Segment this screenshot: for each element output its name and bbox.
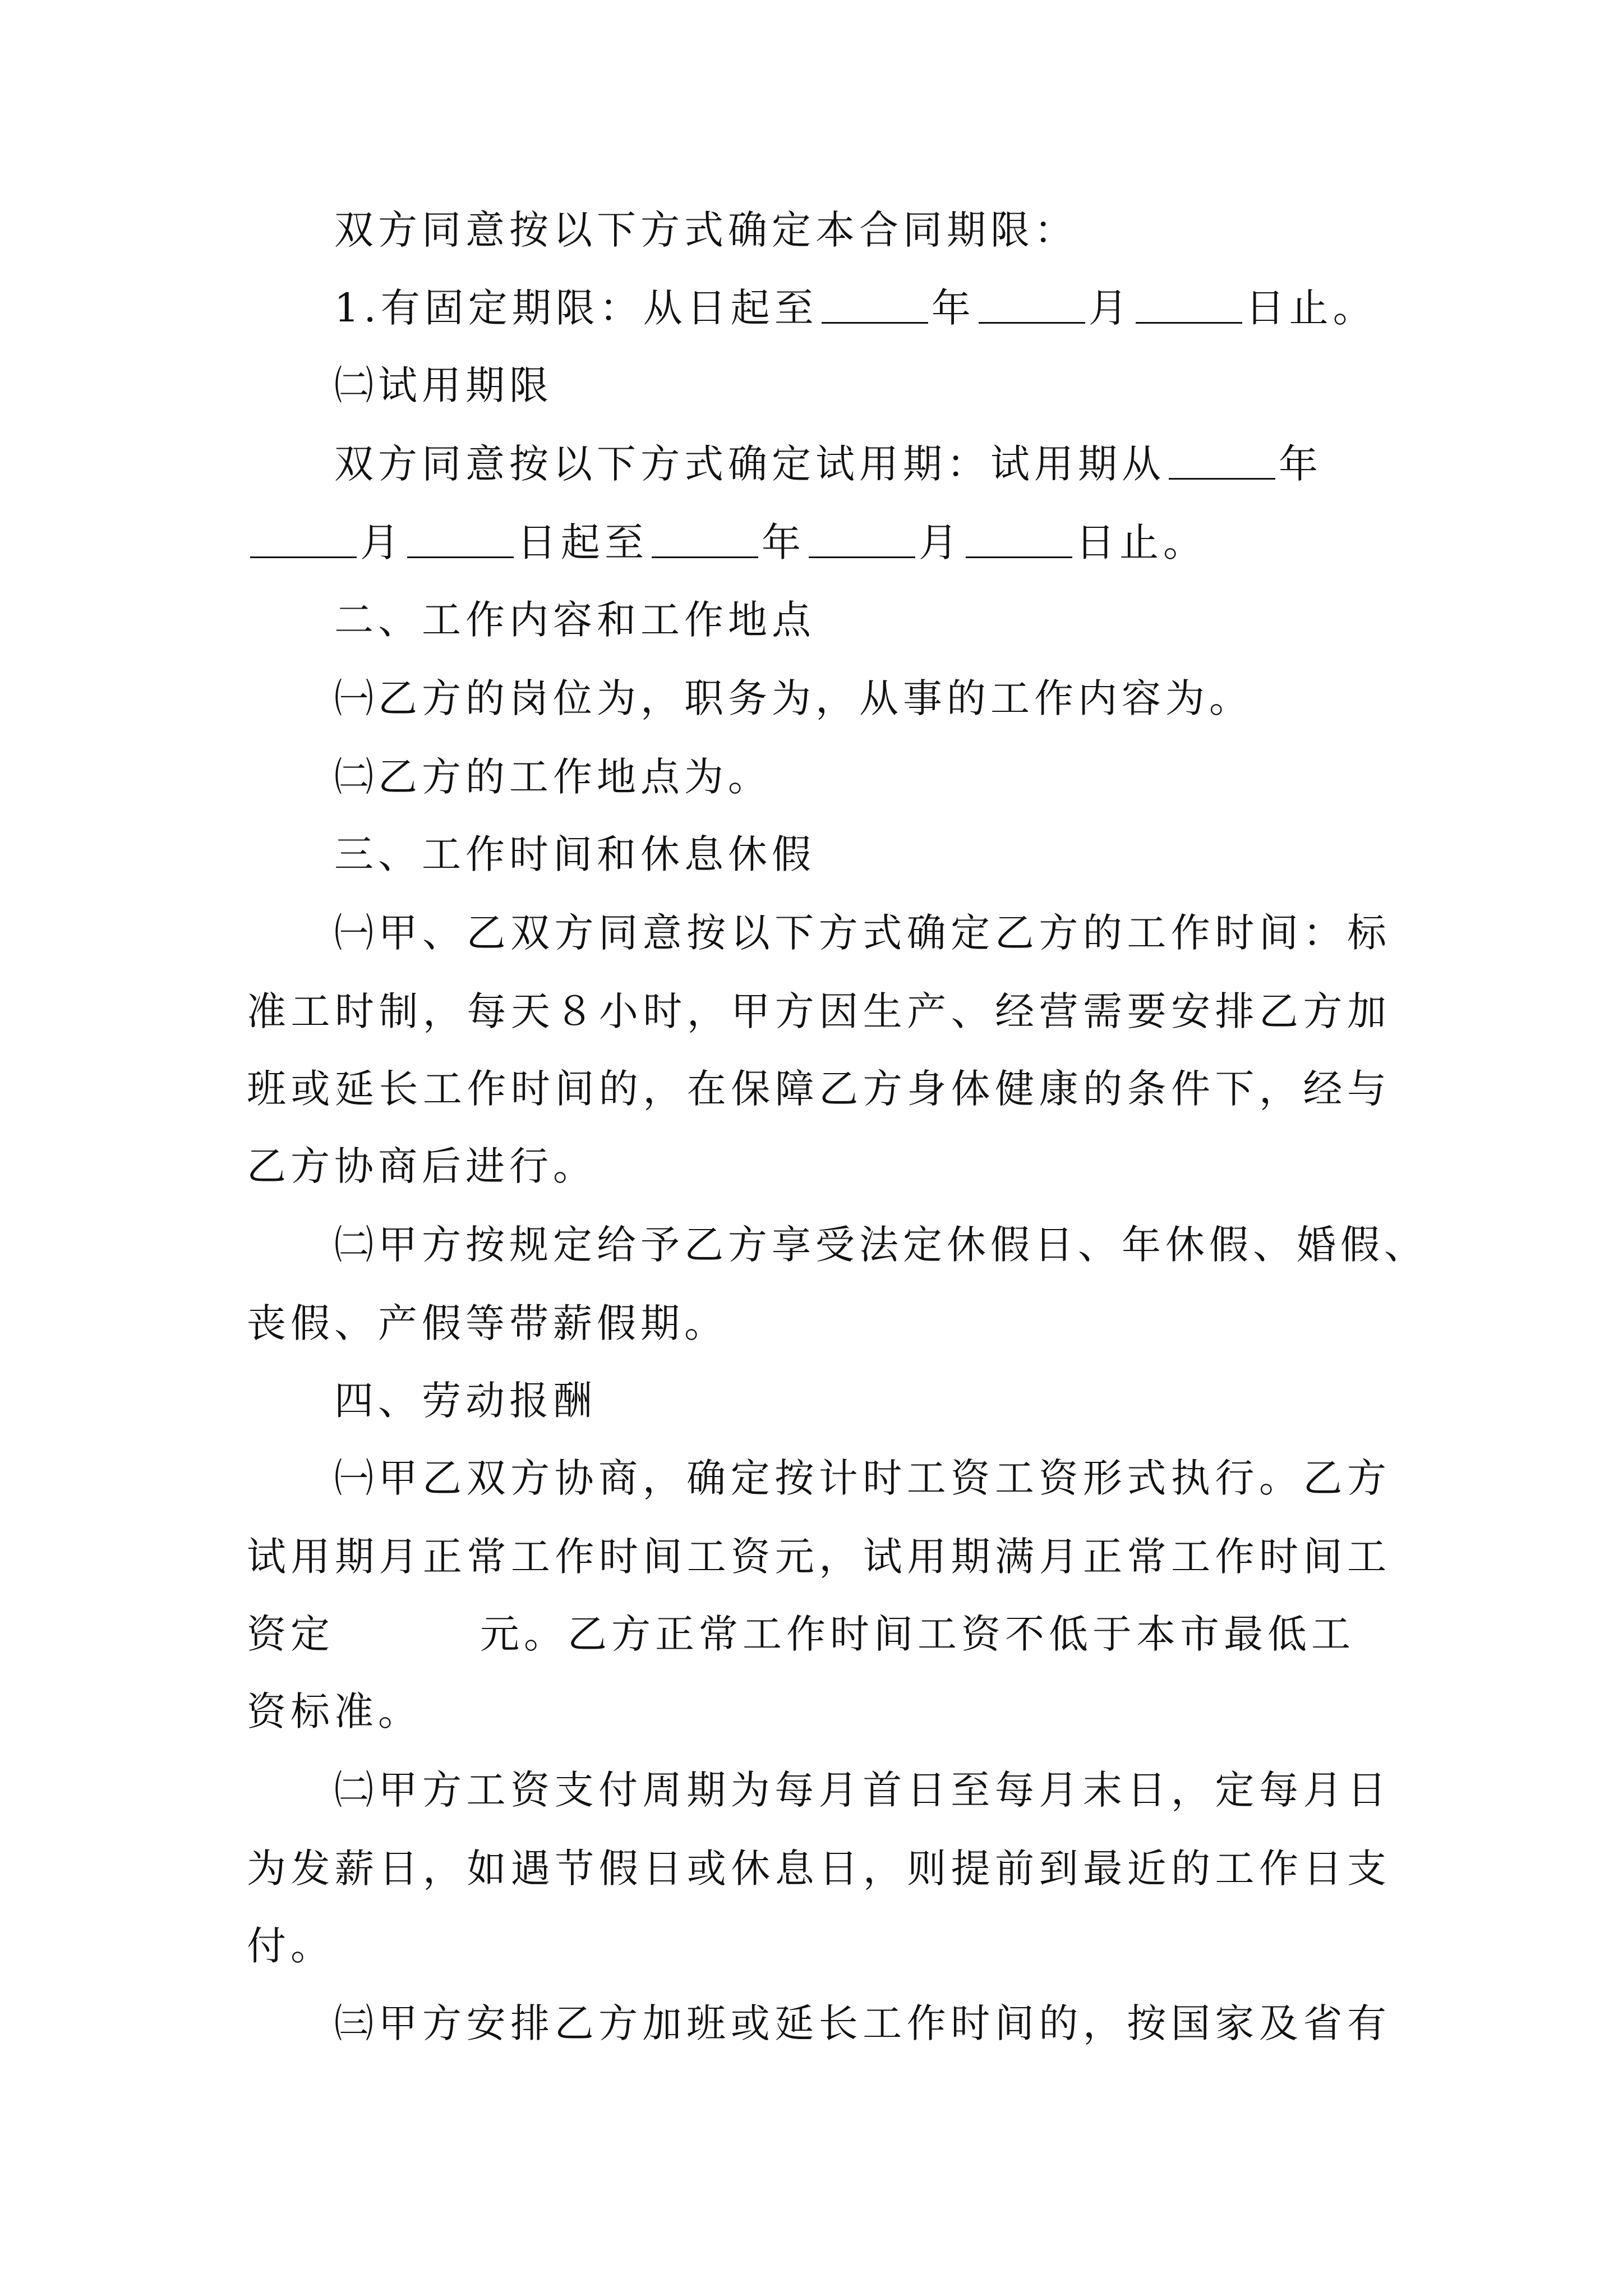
blank-field [250,521,357,558]
section-heading: ㈡试用期限 [334,362,553,408]
paragraph-line: 双方同意按以下方式确定本合同期限： [334,207,1078,253]
paragraph-line: ㈠甲、乙双方同意按以下方式确定乙方的工作时间：标 [334,910,1391,956]
paragraph-line: 班或延长工作时间的，在保障乙方身体健康的条件下，经与 [247,1066,1391,1112]
paragraph-line: 付。 [247,1923,334,1969]
section-heading: 四、劳动报酬 [334,1378,597,1424]
blank-field [652,521,758,558]
paragraph-line: 试用期月正常工作时间工资元，试用期满月正常工作时间工 [247,1534,1391,1580]
paragraph-line: ㈡乙方的工作地点为。 [334,754,772,800]
paragraph-line: 准工时制，每天８小时，甲方因生产、经营需要安排乙方加 [247,988,1391,1034]
paragraph-line: 丧假、产假等带薪假期。 [247,1300,728,1346]
paragraph-line: 为发薪日，如遇节假日或休息日，则提前到最近的工作日支 [247,1846,1391,1892]
paragraph-line: ㈠乙方的岗位为，职务为，从事的工作内容为。 [334,675,1253,721]
section-heading: 二、工作内容和工作地点 [334,597,815,643]
paragraph-line: ㈠甲乙双方协商，确定按计时工资工资形式执行。乙方 [334,1455,1391,1501]
section-heading: 三、工作时间和休息休假 [334,831,815,877]
paragraph-line: ㈢甲方安排乙方加班或延长工作时间的，按国家及省有 [334,2000,1391,2046]
paragraph-line: 乙方协商后进行。 [247,1143,597,1189]
fixed-term-line: 1.有固定期限：从日起至 年 月 日止。 [334,285,1377,331]
paragraph-line: 资标准。 [247,1688,422,1734]
paragraph-line: ㈡甲方工资支付周期为每月首日至每月末日，定每月日 [334,1767,1391,1813]
blank-field [822,286,928,324]
salary-line: 资定 元。乙方正常工作时间工资不低于本市最低工 [247,1611,1355,1657]
paragraph-line: ㈡甲方按规定给予乙方享受法定休假日、年休假、婚假、 [334,1222,1428,1268]
probation-line: 双方同意按以下方式确定试用期：试用期从 年 [334,441,1322,487]
blank-field [979,286,1085,324]
blank-field [809,521,915,558]
probation-line-cont: 月 日起至 年 月 日止。 [247,512,1207,573]
blank-field [1136,286,1242,324]
blank-field [1169,442,1275,480]
blank-field [966,521,1072,558]
blank-field [407,521,514,558]
